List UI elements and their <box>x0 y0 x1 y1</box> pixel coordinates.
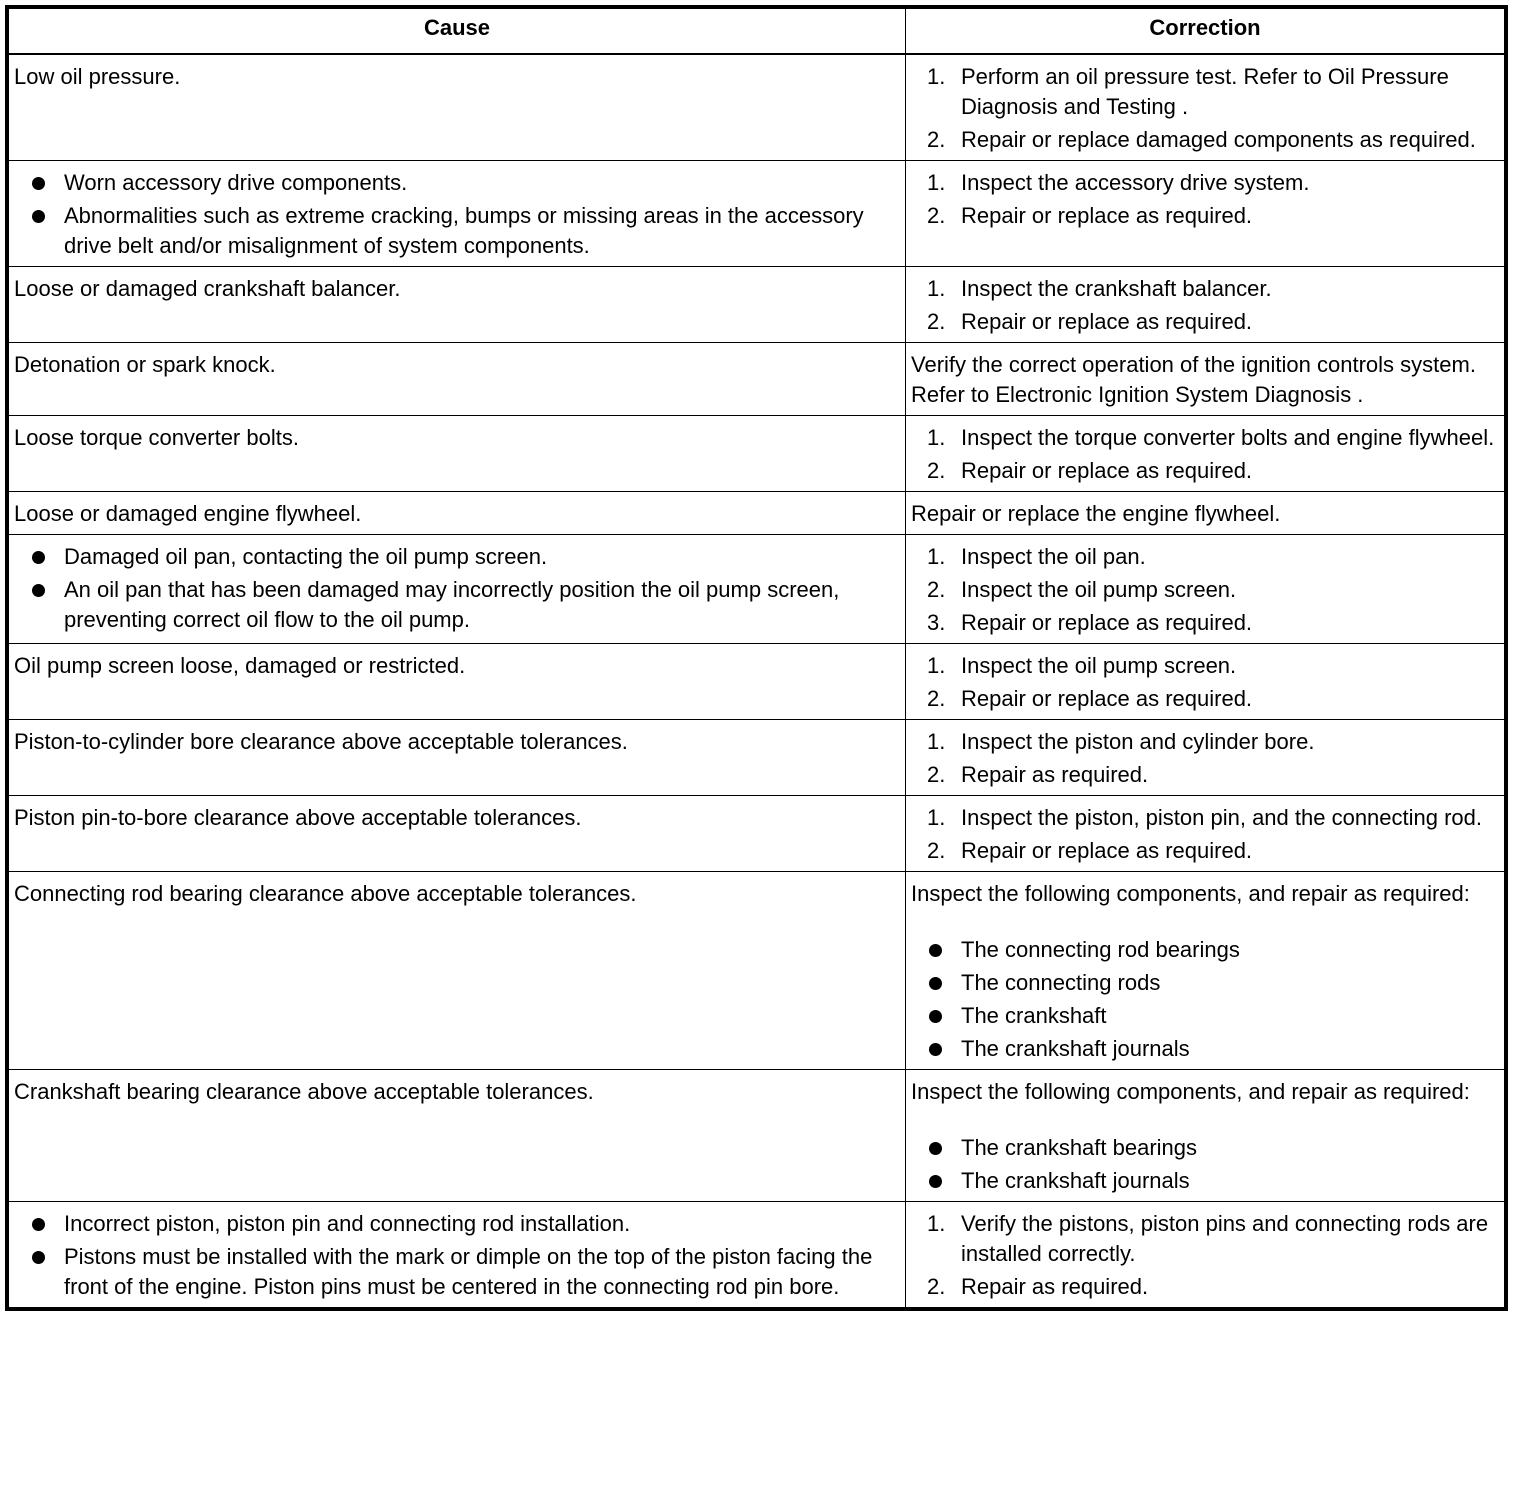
correction-bullet-item <box>911 1034 1498 1064</box>
table-row <box>9 1070 1505 1202</box>
correction-cell <box>906 872 1505 1070</box>
cause-cell <box>9 872 906 1070</box>
correction-step <box>911 803 1498 833</box>
step-number: 2. <box>927 577 946 602</box>
step-number: 2. <box>927 309 946 334</box>
cause-bullet-item <box>14 575 899 635</box>
correction-cell <box>906 1070 1505 1202</box>
correction-step <box>911 456 1498 486</box>
step-text: Inspect the accessory drive system. <box>961 170 1310 195</box>
correction-step <box>911 307 1498 337</box>
step-number: 2. <box>927 762 946 787</box>
correction-spacer <box>911 1107 1498 1133</box>
bullet-dot-icon <box>32 210 45 223</box>
correction-step <box>911 651 1498 681</box>
step-number: 1. <box>927 1211 946 1236</box>
cause-bullet-item <box>14 542 899 572</box>
bullet-dot-icon <box>929 1142 942 1155</box>
correction-cell <box>906 535 1505 644</box>
cause-bullet-item <box>14 168 899 198</box>
correction-cell <box>906 416 1505 492</box>
step-number: 1. <box>927 805 946 830</box>
bullet-text: Worn accessory drive components. <box>64 170 408 195</box>
table-body <box>9 54 1505 1308</box>
cause-text: Connecting rod bearing clearance above acceptable tolerances. <box>14 881 637 906</box>
step-number: 1. <box>927 170 946 195</box>
bullet-dot-icon <box>929 977 942 990</box>
correction-cell <box>906 492 1505 535</box>
table-row <box>9 492 1505 535</box>
correction-numbered-list <box>911 62 1498 155</box>
cause-cell <box>9 535 906 644</box>
correction-numbered-list <box>911 274 1498 337</box>
bullet-dot-icon <box>929 1043 942 1056</box>
diagnostic-table-frame <box>5 5 1508 1311</box>
correction-step <box>911 274 1498 304</box>
correction-step <box>911 760 1498 790</box>
bullet-text: The connecting rods <box>961 970 1161 995</box>
bullet-dot-icon <box>929 944 942 957</box>
step-text: Repair or replace as required. <box>961 203 1253 228</box>
cause-bullet-list <box>14 168 899 261</box>
correction-cell <box>906 161 1505 267</box>
correction-step <box>911 62 1498 122</box>
correction-step <box>911 201 1498 231</box>
step-text: Repair or replace as required. <box>961 458 1253 483</box>
cause-text: Low oil pressure. <box>14 64 181 89</box>
table-row <box>9 161 1505 267</box>
table-row <box>9 872 1505 1070</box>
correction-step <box>911 168 1498 198</box>
step-number: 2. <box>927 458 946 483</box>
step-number: 1. <box>927 276 946 301</box>
step-text: Inspect the torque converter bolts and engine flywheel. <box>961 425 1495 450</box>
cause-cell <box>9 161 906 267</box>
bullet-dot-icon <box>32 551 45 564</box>
correction-numbered-list <box>911 423 1498 486</box>
correction-bullet-item <box>911 1166 1498 1196</box>
header-row <box>9 9 1505 55</box>
correction-step <box>911 727 1498 757</box>
step-text: Inspect the piston, piston pin, and the connecting rod. <box>961 805 1483 830</box>
correction-bullet-item <box>911 968 1498 998</box>
correction-step <box>911 1272 1498 1302</box>
correction-step <box>911 1209 1498 1269</box>
correction-cell <box>906 343 1505 416</box>
cause-text: Piston-to-cylinder bore clearance above acceptable tolerances. <box>14 729 628 754</box>
bullet-dot-icon <box>32 1218 45 1231</box>
step-number: 1. <box>927 653 946 678</box>
step-text: Inspect the piston and cylinder bore. <box>961 729 1315 754</box>
correction-text: Inspect the following components, and repair as required: <box>911 1079 1470 1104</box>
correction-numbered-list <box>911 1209 1498 1302</box>
step-number: 1. <box>927 64 946 89</box>
bullet-text: Pistons must be installed with the mark or dimple on the top of the piston facing the front of the engine. Piston pins must be centered in the connecting rod pin bore. <box>64 1244 873 1299</box>
table-row <box>9 644 1505 720</box>
cause-cell <box>9 343 906 416</box>
step-number: 1. <box>927 729 946 754</box>
bullet-dot-icon <box>32 584 45 597</box>
step-number: 2. <box>927 1274 946 1299</box>
step-number: 2. <box>927 838 946 863</box>
correction-bullet-item <box>911 1133 1498 1163</box>
correction-step <box>911 125 1498 155</box>
correction-step <box>911 608 1498 638</box>
step-text: Repair or replace as required. <box>961 309 1253 334</box>
step-text: Inspect the crankshaft balancer. <box>961 276 1272 301</box>
table-row <box>9 1202 1505 1308</box>
step-text: Perform an oil pressure test. Refer to Oil Pressure Diagnosis and Testing . <box>961 64 1449 119</box>
cause-bullet-item <box>14 201 899 261</box>
correction-bullet-item <box>911 1001 1498 1031</box>
cause-cell <box>9 796 906 872</box>
bullet-text: The crankshaft <box>961 1003 1107 1028</box>
diagnostic-table <box>8 8 1505 1308</box>
bullet-text: Abnormalities such as extreme cracking, bumps or missing areas in the accessory drive belt and/or misalignment of system components. <box>64 203 864 258</box>
step-text: Inspect the oil pan. <box>961 544 1146 569</box>
correction-cell <box>906 796 1505 872</box>
bullet-dot-icon <box>929 1010 942 1023</box>
correction-numbered-list <box>911 803 1498 866</box>
cause-text: Crankshaft bearing clearance above acceptable tolerances. <box>14 1079 594 1104</box>
bullet-text: Damaged oil pan, contacting the oil pump screen. <box>64 544 548 569</box>
cause-cell <box>9 492 906 535</box>
cause-cell <box>9 416 906 492</box>
table-row <box>9 343 1505 416</box>
cause-bullet-item <box>14 1209 899 1239</box>
step-text: Repair or replace as required. <box>961 610 1253 635</box>
cause-cell <box>9 267 906 343</box>
correction-step <box>911 423 1498 453</box>
correction-bullet-item <box>911 935 1498 965</box>
step-text: Repair as required. <box>961 762 1149 787</box>
correction-bullet-list <box>911 935 1498 1064</box>
step-number: 2. <box>927 127 946 152</box>
step-number: 2. <box>927 203 946 228</box>
correction-cell <box>906 267 1505 343</box>
cause-cell <box>9 1070 906 1202</box>
table-row <box>9 54 1505 161</box>
table-row <box>9 535 1505 644</box>
correction-bullet-list <box>911 1133 1498 1196</box>
correction-cell <box>906 644 1505 720</box>
cause-text: Loose or damaged engine flywheel. <box>14 501 362 526</box>
cause-text: Detonation or spark knock. <box>14 352 276 377</box>
bullet-dot-icon <box>32 177 45 190</box>
correction-step <box>911 575 1498 605</box>
correction-numbered-list <box>911 168 1498 231</box>
step-text: Inspect the oil pump screen. <box>961 577 1237 602</box>
step-text: Repair or replace as required. <box>961 686 1253 711</box>
correction-cell <box>906 1202 1505 1308</box>
cause-text: Piston pin-to-bore clearance above acceptable tolerances. <box>14 805 582 830</box>
correction-step <box>911 542 1498 572</box>
correction-text: Inspect the following components, and repair as required: <box>911 881 1470 906</box>
bullet-text: The connecting rod bearings <box>961 937 1240 962</box>
bullet-text: Incorrect piston, piston pin and connecting rod installation. <box>64 1211 631 1236</box>
cause-cell <box>9 54 906 161</box>
correction-numbered-list <box>911 727 1498 790</box>
step-text: Repair or replace damaged components as required. <box>961 127 1476 152</box>
correction-step <box>911 684 1498 714</box>
correction-spacer <box>911 909 1498 935</box>
step-number: 2. <box>927 686 946 711</box>
cause-bullet-item <box>14 1242 899 1302</box>
bullet-text: The crankshaft journals <box>961 1036 1190 1061</box>
bullet-text: The crankshaft bearings <box>961 1135 1198 1160</box>
cause-text: Oil pump screen loose, damaged or restricted. <box>14 653 466 678</box>
correction-cell <box>906 54 1505 161</box>
step-text: Verify the pistons, piston pins and connecting rods are installed correctly. <box>961 1211 1489 1266</box>
correction-step <box>911 836 1498 866</box>
step-text: Repair as required. <box>961 1274 1149 1299</box>
step-number: 1. <box>927 425 946 450</box>
cause-cell <box>9 644 906 720</box>
cause-cell <box>9 720 906 796</box>
bullet-text: An oil pan that has been damaged may incorrectly position the oil pump screen, preventing correct oil flow to the oil pump. <box>64 577 840 632</box>
table-row <box>9 416 1505 492</box>
cause-bullet-list <box>14 1209 899 1302</box>
cause-cell <box>9 1202 906 1308</box>
table-row <box>9 720 1505 796</box>
step-number: 3. <box>927 610 946 635</box>
step-text: Inspect the oil pump screen. <box>961 653 1237 678</box>
bullet-dot-icon <box>32 1251 45 1264</box>
bullet-dot-icon <box>929 1175 942 1188</box>
cause-bullet-list <box>14 542 899 635</box>
step-number: 1. <box>927 544 946 569</box>
correction-text: Verify the correct operation of the ignition controls system. Refer to Electronic Ignition System Diagnosis . <box>911 352 1476 407</box>
table-row <box>9 796 1505 872</box>
cause-text: Loose torque converter bolts. <box>14 425 299 450</box>
correction-numbered-list <box>911 542 1498 638</box>
correction-header: Correction <box>906 9 1505 55</box>
cause-text: Loose or damaged crankshaft balancer. <box>14 276 401 301</box>
correction-text: Repair or replace the engine flywheel. <box>911 501 1281 526</box>
table-row <box>9 267 1505 343</box>
correction-numbered-list <box>911 651 1498 714</box>
bullet-text: The crankshaft journals <box>961 1168 1190 1193</box>
cause-header: Cause <box>9 9 906 55</box>
correction-cell <box>906 720 1505 796</box>
step-text: Repair or replace as required. <box>961 838 1253 863</box>
